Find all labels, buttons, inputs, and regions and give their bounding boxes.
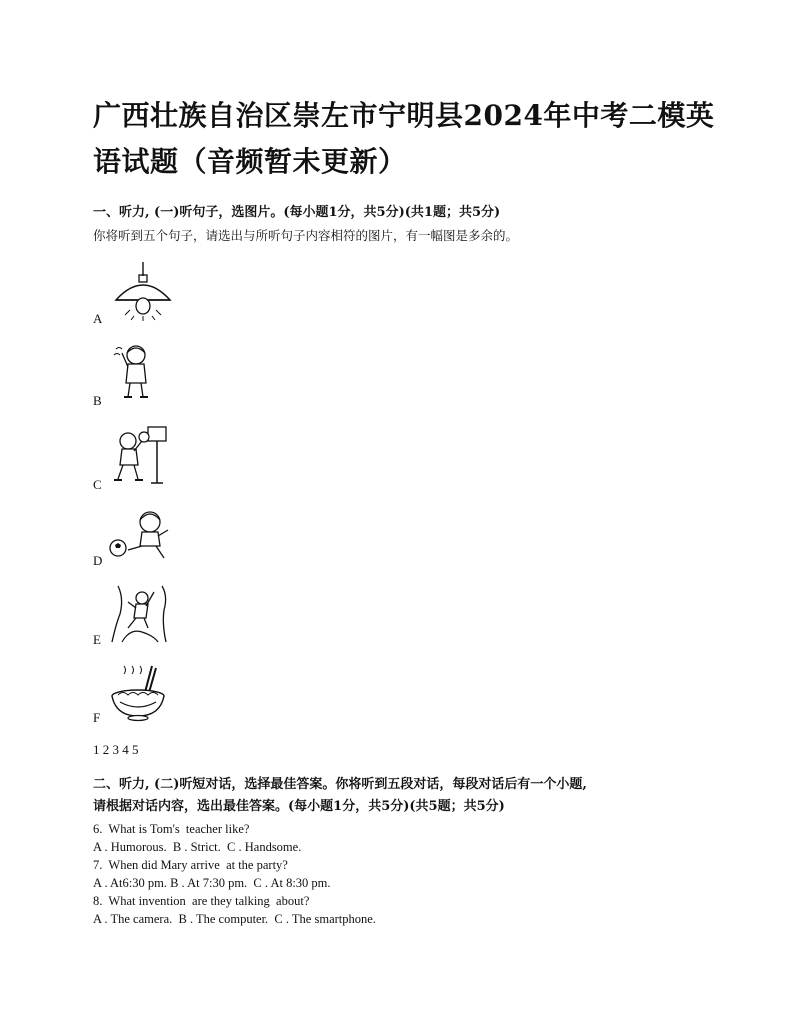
- question-6: 6. What is Tom's teacher like?: [93, 822, 250, 836]
- option-letter-b: B: [93, 393, 102, 408]
- question-7: 7. When did Mary arrive at the party?: [93, 858, 288, 872]
- girl-scratching-head-icon: [110, 343, 154, 401]
- answer-options-7: A . At6:30 pm. B . At 7:30 pm. C . At 8:30 pm.: [93, 876, 331, 890]
- page-title: 广西壮族自治区崇左市宁明县2024年中考二模英语试题（音频暂未更新）: [93, 99, 715, 178]
- section2-heading-line1: 二、听力, (二)听短对话，选择最佳答案。你将听到五段对话，每段对话后有一个小题,: [93, 777, 587, 792]
- answer-options-8: A . The camera. B . The computer. C . The smartphone.: [93, 912, 376, 926]
- section1-heading: 一、听力, (一)听句子，选图片。(每小题1分，共5分)(共1题；共5分): [93, 205, 501, 220]
- question-numbers: 1 2 3 4 5: [93, 742, 139, 757]
- option-letter-e: E: [93, 632, 101, 647]
- noodle-bowl-icon: [108, 662, 168, 722]
- question-8: 8. What invention are they talking about?: [93, 894, 310, 908]
- option-letter-d: D: [93, 553, 103, 568]
- answer-options-6: A . Humorous. B . Strict. C . Handsome.: [93, 840, 302, 854]
- boy-kicking-football-icon: [108, 510, 170, 562]
- option-letter-c: C: [93, 477, 102, 492]
- rock-climbing-icon: [108, 584, 170, 644]
- section2-heading-line2: 请根据对话内容，选出最佳答案。(每小题1分，共5分)(共5题；共5分): [93, 799, 505, 814]
- option-letter-f: F: [93, 710, 101, 725]
- boy-playing-basketball-icon: [108, 423, 170, 485]
- section1-instruction: 你将听到五个句子，请选出与所听句子内容相符的图片，有一幅图是多余的。: [93, 228, 519, 243]
- option-letter-a: A: [93, 311, 103, 326]
- lamp-icon: [112, 262, 174, 322]
